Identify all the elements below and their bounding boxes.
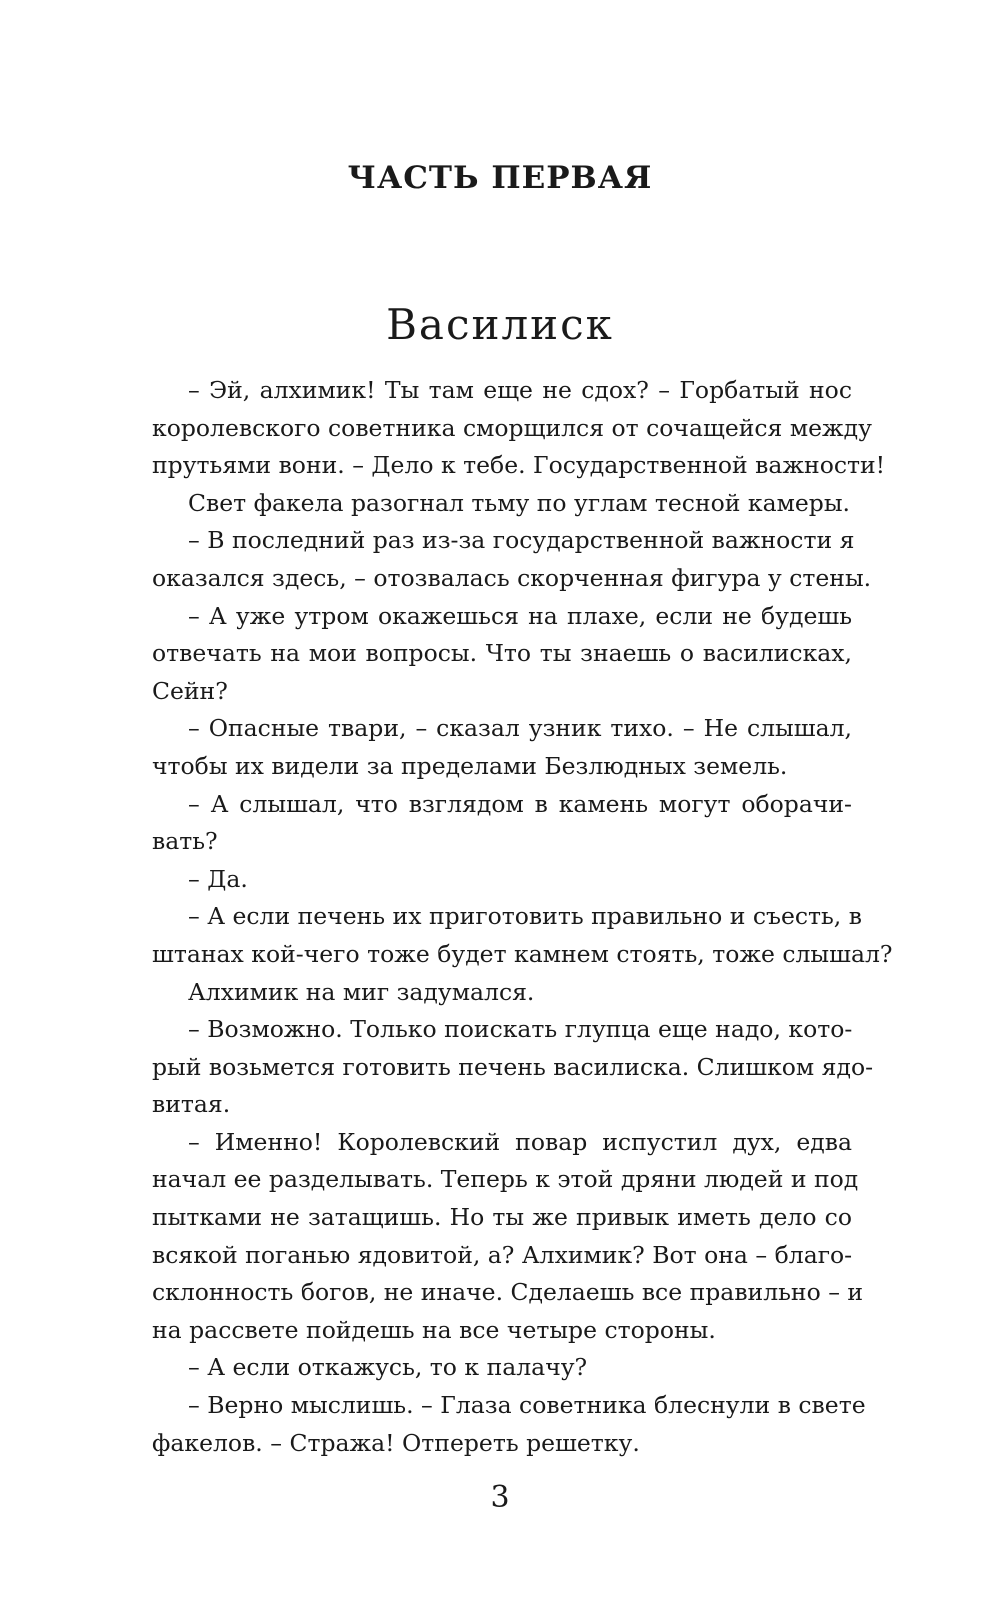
text-line: склонность богов, не иначе. Сделаешь все правильно – и (152, 1278, 864, 1307)
text-line: – Именно! Королевский повар испустил дух, едва (188, 1127, 852, 1156)
text-line: штанах кой-чего тоже будет камнем стоять, тоже слышал? (152, 939, 893, 968)
text-line: – А если откажусь, то к палачу? (188, 1353, 588, 1382)
text-line: рый возьмется готовить печень василиска. Слишком ядо- (152, 1052, 874, 1081)
page-number: 3 (490, 1480, 510, 1515)
text-line: – Верно мыслишь. – Глаза советника блеснули в свете (188, 1391, 866, 1420)
text-line: факелов. – Стража! Отпереть решетку. (152, 1428, 640, 1457)
text-line: – А слышал, что взглядом в камень могут оборачи- (188, 789, 852, 818)
text-line: всякой поганью ядовитой, а? Алхимик? Вот она – благо- (152, 1240, 853, 1269)
text-line: Алхимик на миг задумался. (188, 977, 535, 1006)
text-line: королевского советника сморщился от сочащейся между (152, 413, 872, 442)
text-line: – Возможно. Только поискать глупца еще надо, кото- (188, 1015, 853, 1044)
part-title: ЧАСТЬ ПЕРВАЯ (347, 160, 653, 196)
text-line: пытками не затащишь. Но ты же привык иметь дело со (152, 1203, 852, 1232)
text-line: – В последний раз из-за государственной важности я (188, 526, 855, 555)
text-line: – А если печень их приготовить правильно и съесть, в (188, 902, 862, 931)
text-line: – Опасные твари, – сказал узник тихо. – Не слышал, (188, 714, 852, 743)
body-text (152, 372, 893, 1462)
text-line: прутьями вони. – Дело к тебе. Государственной важности! (152, 451, 886, 480)
chapter-title: Василиск (386, 300, 614, 349)
text-line: витая. (152, 1090, 231, 1119)
text-line: Свет факела разогнал тьму по углам тесной камеры. (188, 488, 850, 517)
text-line: Сейн? (152, 676, 228, 705)
text-line: оказался здесь, – отозвалась скорченная фигура у стены. (152, 563, 872, 592)
text-line: вать? (152, 827, 218, 856)
text-line: отвечать на мои вопросы. Что ты знаешь о василисках, (152, 639, 852, 668)
text-line: на рассвете пойдешь на все четыре стороны. (152, 1315, 716, 1344)
text-line: – Да. (188, 864, 248, 893)
text-line: начал ее разделывать. Теперь к этой дряни людей и под (152, 1165, 859, 1194)
text-line: – Эй, алхимик! Ты там еще не сдох? – Горбатый нос (188, 376, 852, 404)
text-line: чтобы их видели за пределами Безлюдных земель. (152, 751, 788, 780)
text-line: – А уже утром окажешься на плахе, если не будешь (188, 601, 852, 630)
